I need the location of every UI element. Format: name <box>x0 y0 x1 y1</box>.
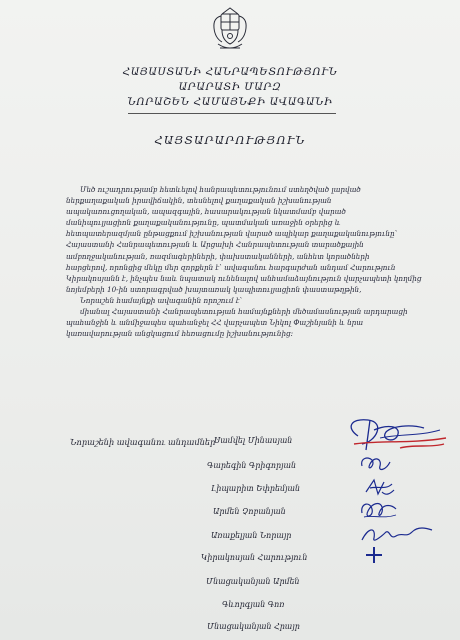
signature-5 <box>356 518 436 548</box>
body-line: Մեծ ուշադրությամբ հետևելով հանրապետությունում ստեղծված լարված <box>80 185 361 194</box>
member-name: Գարեգին Գրիգորյան <box>207 461 296 470</box>
body-line: միանալ Հայաստանի Հանրապետության համայնքների մեծամասնության արդարացի <box>80 307 408 317</box>
body-line: ամբողջականության, ռազմագերիների, փախստականների, անհետ կորածների <box>66 251 370 261</box>
signature-1 <box>340 414 450 456</box>
member-name: Առաքելյան Նորայր <box>211 531 292 540</box>
member-name: Մնացականյան Հրայր <box>207 622 300 631</box>
coat-of-arms-emblem <box>208 4 252 56</box>
header-country: ՀԱՅԱՍՏԱՆԻ ՀԱՆՐԱՊԵՏՈՒԹՅՈՒՆ <box>122 66 338 78</box>
member-name: Սամվել Մինասյան <box>214 436 293 445</box>
statement-body <box>66 184 422 339</box>
body-line: մանիպուլյացիոն քաղաքականությունը, պատմական առաջին օրերից և <box>66 218 341 228</box>
header-divider <box>128 113 336 114</box>
body-line: ներքաղաքական իրավիճակին, տեսնելով քաղաքական իշխանության <box>66 196 332 206</box>
header-council: ՆՈՐԱՇԵՆ ՀԱՄԱՅՆՔԻ ԱՎԱԳԱՆԻ <box>127 96 333 108</box>
member-name: Լիպարիտ Եփրեմյան <box>211 484 300 493</box>
body-line: Նորաշեն համայնքի ավագանին որոշում է՝ <box>80 295 243 305</box>
body-line: հարցերով, որոնցից մեկը մեր զորքերն է՝ ավագանու հարգարժան անդամ Հարություն <box>66 262 396 272</box>
body-line: պահանջին և անմիջապես պահանջել ՀՀ վարչապետ Նիկոլ Փաշինյանի և նրա <box>66 318 364 328</box>
member-name: Գևորգյան Գոռ <box>222 600 285 609</box>
body-line: Հայաստանի Հանրապետության և Արցախի Հանրապետության տարածքային <box>66 240 364 250</box>
member-name: Կիրակոսյան Հարություն <box>201 553 308 562</box>
body-line: Կիրակոսյանն է, ինչպես նաև նպատակ ունենալով անհամաձայնություն վարչապետի կողմից <box>66 273 422 283</box>
body-line: կառավարության անցկացում հեռացումը իշխանությունից: <box>66 329 294 339</box>
body-line: հետպատերազմյան ընթացքում իշխանության վարած ապիկար քաղաքականությունը՝ <box>66 229 398 239</box>
signature-2 <box>356 452 396 476</box>
member-name: Արմեն Չոբանյան <box>213 507 286 516</box>
signature-6 <box>364 545 384 565</box>
body-line: նոյեմբերի 10-ին ստորագրված խայտառակ կապիտուլյացիոն փաստաթղթին, <box>66 284 362 294</box>
body-line: ապակառուցողական, ապազգային, հասարակության նկատմամբ վարած <box>66 207 346 217</box>
header-region: ԱՐԱՐԱՏԻ ՄԱՐԶ <box>178 81 282 93</box>
document-title: ՀԱՅՏԱՐԱՐՈՒԹՅՈՒՆ <box>154 133 306 147</box>
member-name: Մնացականյան Արմեն <box>206 577 300 586</box>
signatures-intro: Նորաշենի ավագանու անդամներ՝ <box>70 437 219 447</box>
